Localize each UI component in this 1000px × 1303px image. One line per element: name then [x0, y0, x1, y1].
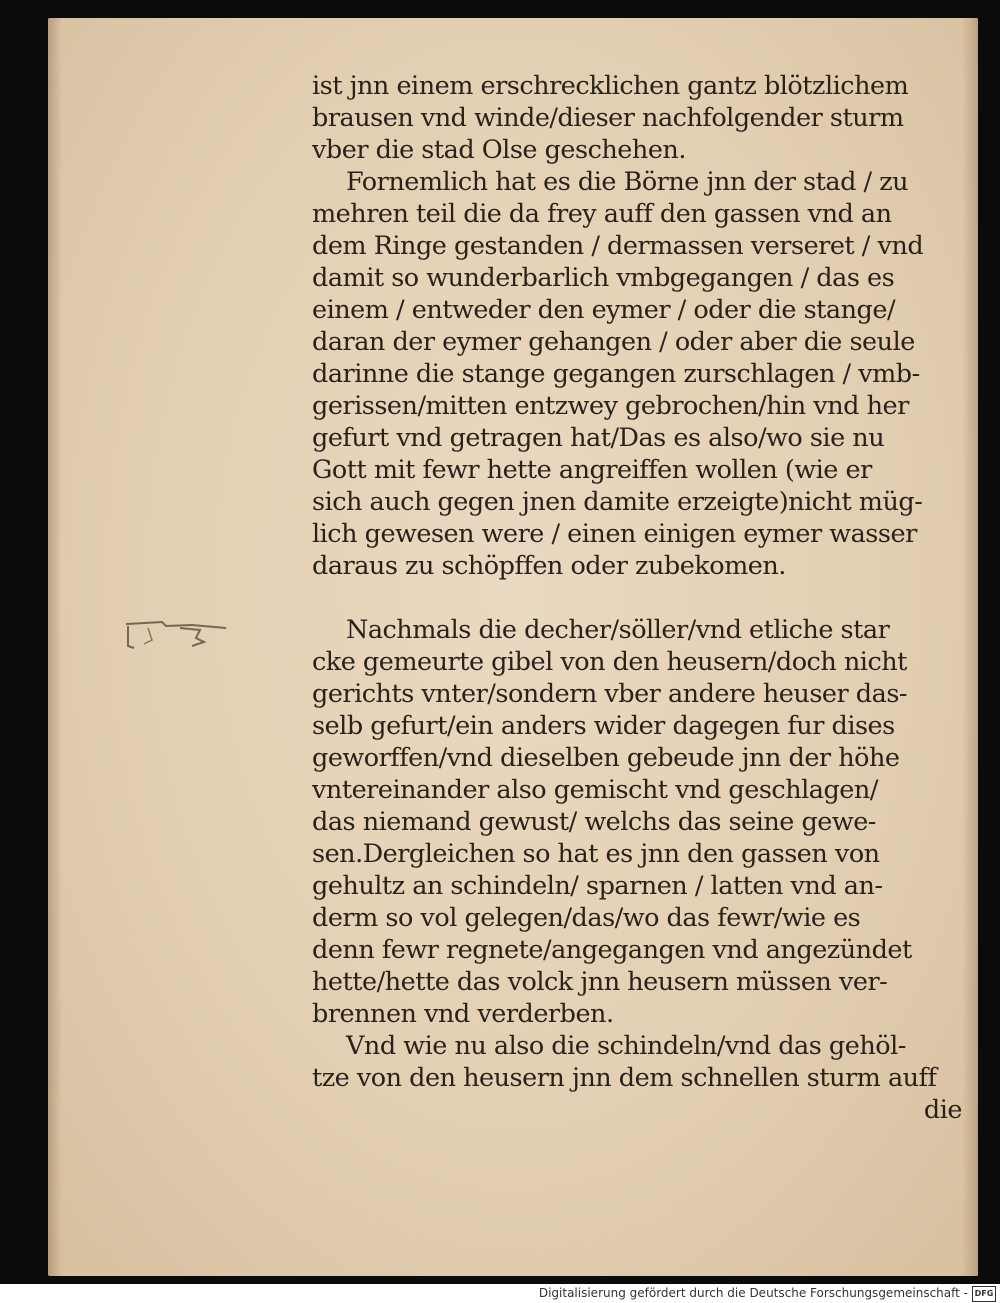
text-line: daraus zu schöpffen oder zubekomen. [312, 551, 786, 581]
body-text [312, 70, 964, 1126]
text-line: vntereinander also gemischt vnd geschlagen/ [312, 775, 878, 805]
text-line: gerichts vnter/sondern vber andere heuser das- [312, 679, 908, 709]
text-line: sen.Dergleichen so hat es jnn den gassen von [312, 839, 880, 869]
dfg-logo-icon: DFG [972, 1286, 996, 1302]
text-line: gerissen/mitten entzwey gebrochen/hin vnd her [312, 391, 909, 421]
text-line: sich auch gegen jnen damite erzeigte)nicht müg- [312, 487, 923, 517]
text-line: hette/hette das volck jnn heusern müssen ver- [312, 967, 888, 997]
paragraph-start-line: Nachmals die decher/söller/vnd etliche star [346, 615, 890, 645]
text-line: tze von den heusern jnn dem schnellen sturm auff [312, 1063, 937, 1093]
paragraph-start-line: Fornemlich hat es die Börne jnn der stad / zu [346, 167, 909, 197]
text-line: cke gemeurte gibel von den heusern/doch nicht [312, 647, 907, 677]
gutter-shadow [48, 18, 62, 1276]
text-line: mehren teil die da frey auff den gassen vnd an [312, 199, 892, 229]
text-line: dem Ringe gestanden / dermassen verseret / vnd [312, 231, 924, 261]
text-line: vber die stad Olse geschehen. [312, 135, 686, 165]
catchword: die [923, 1095, 962, 1125]
text-line: einem / entweder den eymer / oder die stange/ [312, 295, 896, 325]
page-edge [962, 18, 978, 1276]
text-line: Gott mit fewr hette angreiffen wollen (wie er [312, 455, 872, 485]
text-line: lich gewesen were / einen einigen eymer wasser [312, 519, 917, 549]
paragraph-gap [312, 582, 964, 614]
marginal-pointing-hand-icon [122, 616, 234, 656]
text-line: brennen vnd verderben. [312, 999, 614, 1029]
text-line: das niemand gewust/ welchs das seine gewe- [312, 807, 876, 837]
text-line: ist jnn einem erschrecklichen gantz blötzlichem [312, 71, 909, 101]
paragraph-start-line: Vnd wie nu also die schindeln/vnd das gehöl- [346, 1031, 906, 1061]
text-line: damit so wunderbarlich vmbgegangen / das es [312, 263, 895, 293]
text-line: selb gefurt/ein anders wider dagegen fur dises [312, 711, 895, 741]
text-line: gehultz an schindeln/ sparnen / latten vnd an- [312, 871, 883, 901]
digitization-credit: Digitalisierung gefördert durch die Deutsche Forschungsgemeinschaft - [538, 1286, 968, 1300]
text-line: brausen vnd winde/dieser nachfolgender sturm [312, 103, 904, 133]
text-line: darinne die stange gegangen zurschlagen / vmb- [312, 359, 920, 389]
text-line: daran der eymer gehangen / oder aber die seule [312, 327, 915, 357]
text-line: derm so vol gelegen/das/wo das fewr/wie es [312, 903, 861, 933]
text-line: geworffen/vnd dieselben gebeude jnn der höhe [312, 743, 900, 773]
text-line: gefurt vnd getragen hat/Das es also/wo sie nu [312, 423, 885, 453]
text-line: denn fewr regnete/angegangen vnd angezündet [312, 935, 912, 965]
